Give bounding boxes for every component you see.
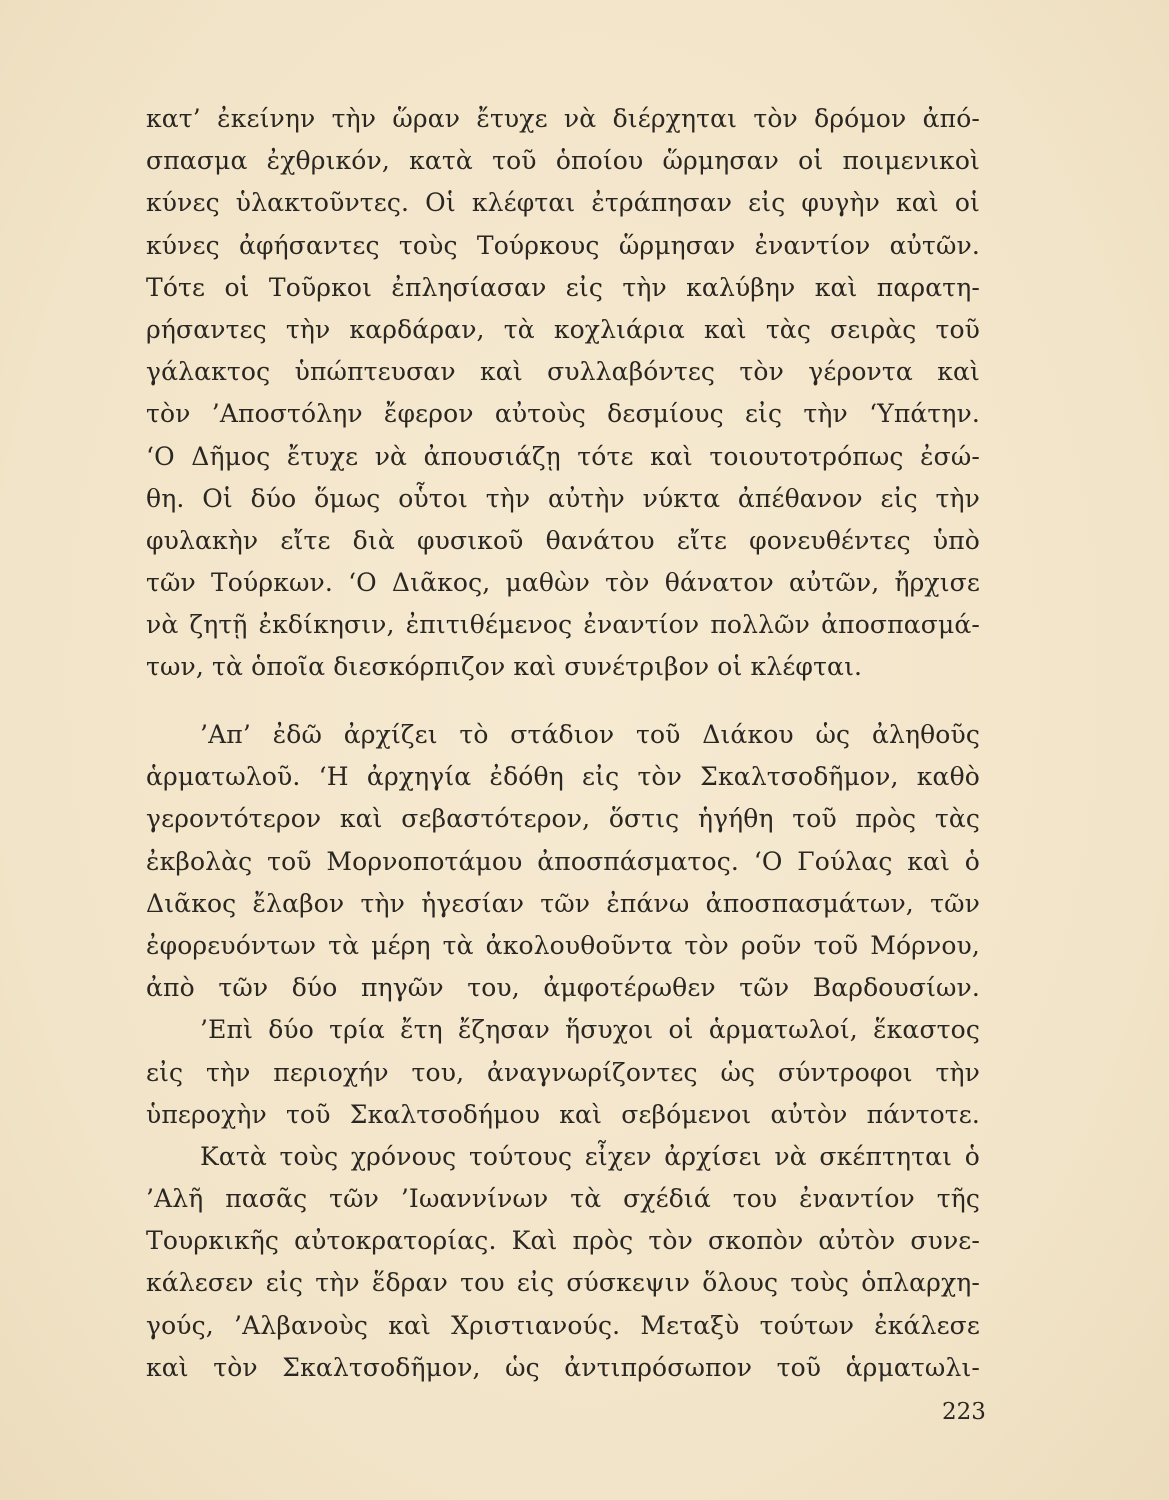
text-line: ὑπεροχὴν τοῦ Σκαλτσοδήμου καὶ σεβόμενοι αὐτὸν πάντοτε. — [146, 1099, 980, 1129]
text-line: Τότε οἱ Τοῦρκοι ἐπλησίασαν εἰς τὴν καλύβην καὶ παρατη- — [146, 272, 980, 302]
text-line: εἰς τὴν περιοχήν του, ἀναγνωρίζοντες ὡς σύντροφοι τὴν — [146, 1057, 980, 1087]
text-line: ἁρματωλοῦ. ‘Η ἀρχηγία ἐδόθη εἰς τὸν Σκαλτσοδῆμον, καθὸ — [146, 762, 980, 792]
text-line: ρήσαντες τὴν καρδάραν, τὰ κοχλιάρια καὶ τὰς σειρὰς τοῦ — [146, 314, 980, 344]
text-line: ‘Ο Δῆμος ἔτυχε νὰ ἀπουσιάζῃ τότε καὶ τοιουτοτρόπως ἐσώ- — [146, 441, 980, 471]
text-line: κύνες ὑλακτοῦντες. Οἱ κλέφται ἐτράπησαν εἰς φυγὴν καὶ οἱ — [146, 188, 980, 218]
text-line: Τουρκικῆς αὐτοκρατορίας. Καὶ πρὸς τὸν σκοπὸν αὐτὸν συνε- — [146, 1226, 980, 1256]
text-line: νὰ ζητῇ ἐκδίκησιν, ἐπιτιθέμενος ἐναντίον πολλῶν ἀποσπασμά- — [146, 610, 980, 640]
text-line: Διᾶκος ἔλαβον τὴν ἡγεσίαν τῶν ἐπάνω ἀποσπασμάτων, τῶν — [146, 888, 980, 918]
text-line: των, τὰ ὁποῖα διεσκόρπιζον καὶ συνέτριβον οἱ κλέφται. — [146, 652, 863, 682]
paragraph-1 — [146, 98, 980, 689]
text-line: τῶν Τούρκων. ‘Ο Διᾶκος, μαθὼν τὸν θάνατον αὐτῶν, ἤρχισε — [146, 568, 980, 598]
text-line: τὸν ’Αποστόλην ἔφερον αὐτοὺς δεσμίους εἰς τὴν ‘Υπάτην. — [146, 399, 980, 429]
text-line: ’Επὶ δύο τρία ἔτη ἔζησαν ἥσυχοι οἱ ἁρματωλοί, ἕκαστος — [200, 1015, 980, 1045]
text-line: σπασμα ἐχθρικόν, κατὰ τοῦ ὁποίου ὥρμησαν οἱ ποιμενικοὶ — [146, 146, 980, 176]
text-line: κατ’ ἐκείνην τὴν ὥραν ἔτυχε νὰ διέρχηται τὸν δρόμον ἀπό- — [146, 104, 980, 133]
text-line: φυλακὴν εἴτε διὰ φυσικοῦ θανάτου εἴτε φονευθέντες ὑπὸ — [146, 525, 980, 555]
paragraph-2 — [146, 714, 980, 1389]
text-line: κύνες ἀφήσαντες τοὺς Τούρκους ὥρμησαν ἐναντίον αὐτῶν. — [146, 230, 980, 260]
text-line: γάλακτος ὑπώπτευσαν καὶ συλλαβόντες τὸν γέροντα καὶ — [146, 357, 980, 387]
text-line: γούς, ’Αλβανοὺς καὶ Χριστιανούς. Μεταξὺ τούτων ἐκάλεσε — [146, 1310, 980, 1340]
text-line: θη. Οἱ δύο ὅμως οὗτοι τὴν αὐτὴν νύκτα ἀπέθανον εἰς τὴν — [146, 483, 980, 513]
text-line: καὶ τὸν Σκαλτσοδῆμον, ὡς ἀντιπρόσωπον τοῦ ἁρματωλι- — [146, 1352, 980, 1382]
text-line: κάλεσεν εἰς τὴν ἕδραν του εἰς σύσκεψιν ὅλους τοὺς ὁπλαρχη- — [146, 1268, 980, 1298]
text-line: Κατὰ τοὺς χρόνους τούτους εἶχεν ἀρχίσει νὰ σκέπτηται ὁ — [200, 1141, 980, 1171]
text-line: ἀπὸ τῶν δύο πηγῶν του, ἀμφοτέρωθεν τῶν Βαρδουσίων. — [146, 973, 980, 1003]
page-number: 223 — [942, 1399, 986, 1425]
text-line: ’Αλῆ πασᾶς τῶν ’Ιωαννίνων τὰ σχέδιά του ἐναντίον τῆς — [146, 1184, 980, 1214]
text-line: γεροντότερον καὶ σεβαστότερον, ὅστις ἡγήθη τοῦ πρὸς τὰς — [146, 804, 980, 834]
text-line: ἐφορευόντων τὰ μέρη τὰ ἀκολουθοῦντα τὸν ροῦν τοῦ Μόρνου, — [146, 930, 980, 960]
text-line: ἐκβολὰς τοῦ Μορνοποτάμου ἀποσπάσματος. ‘Ο Γούλας καὶ ὁ — [146, 846, 980, 876]
text-line: ’Απ’ ἐδῶ ἀρχίζει τὸ στάδιον τοῦ Διάκου ὡς ἀληθοῦς — [200, 720, 980, 749]
